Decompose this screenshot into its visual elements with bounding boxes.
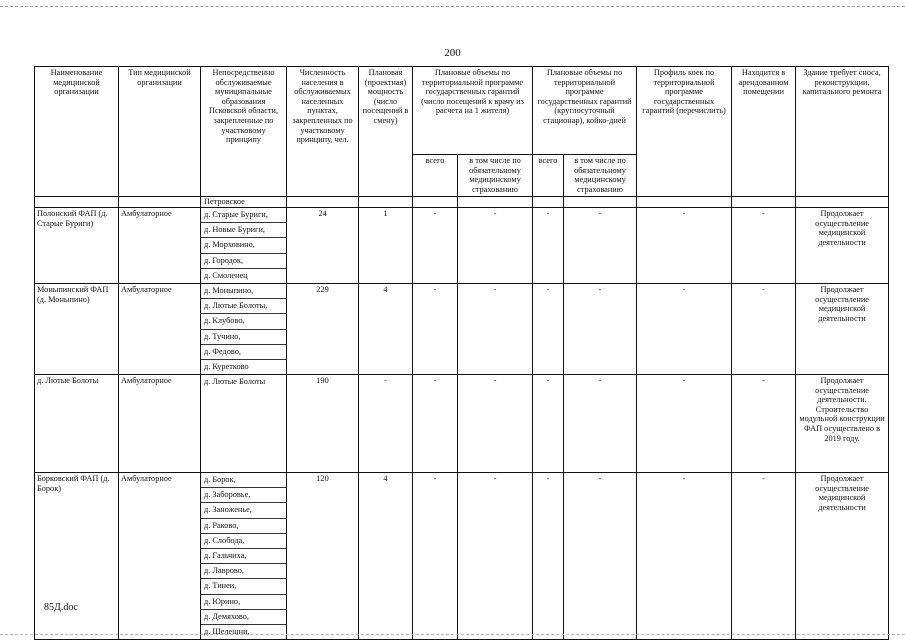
place-item: д. Юрино,: [201, 595, 286, 610]
place-item: д. Клубово,: [201, 314, 286, 329]
rented-value: -: [732, 375, 796, 473]
place-item: д. Городок,: [201, 254, 286, 269]
table-row: [35, 375, 889, 473]
header-out-oms: в том числе по обязательному медицинскому страхованию: [458, 155, 533, 197]
table-row: [35, 283, 889, 374]
population-value: 190: [287, 375, 359, 473]
place-item: д. Федово,: [201, 345, 286, 360]
carry-over-row: [35, 197, 889, 208]
place-item: д. Морховино,: [201, 238, 286, 253]
header-name: Наименование медицинской организации: [35, 67, 119, 197]
capacity-value: 1: [359, 208, 413, 284]
served-places: [201, 473, 287, 640]
place-item: д. Заноженье,: [201, 503, 286, 518]
place-item: д. Тинеи,: [201, 579, 286, 594]
place-item: д. Слобода,: [201, 534, 286, 549]
header-outpatient: Плановые объемы по территориальной программе государственных гарантий (число посещений к врачу из расчета на 1 жителя): [413, 67, 533, 155]
header-municipal: Непосредственно обслуживаемые муниципальные образования Псковской области, закрепленные по участковому принципу: [201, 67, 287, 197]
place-item: д. Заборовье,: [201, 488, 286, 503]
place-item: д. Гальчиха,: [201, 549, 286, 564]
org-name: д. Лютые Болоты: [35, 375, 119, 473]
table-row: [35, 208, 889, 284]
place-item: д. Шелешни,: [204, 626, 250, 636]
out-oms-value: -: [458, 473, 533, 640]
in-total-value: -: [533, 375, 564, 473]
place-item: д. Демяхово,: [201, 610, 286, 625]
building-status: Продолжает осуществление медицинской деятельности: [796, 473, 889, 640]
medical-organizations-table: [34, 66, 889, 640]
place-item: д. Смоленец: [204, 270, 248, 280]
place-item: д. Раково,: [201, 519, 286, 534]
served-places: [201, 375, 287, 473]
rented-value: -: [732, 208, 796, 284]
place-item: д. Борок,: [201, 473, 286, 488]
org-type: Амбулаторное: [119, 375, 201, 473]
capacity-value: -: [359, 375, 413, 473]
scan-bottom-edge: [0, 634, 905, 635]
header-population: Численность населения в обслуживаемых населенных пунктах, закрепленных по участковому принципу, чел.: [287, 67, 359, 197]
beds-value: -: [637, 473, 732, 640]
in-total-value: -: [533, 473, 564, 640]
out-total-value: -: [413, 473, 458, 640]
carry-over-place: Петровское: [201, 197, 287, 208]
header-building: Здание требует сноса, реконструкции, капитального ремонта: [796, 67, 889, 197]
population-value: 24: [287, 208, 359, 284]
footer-filename: 85Д.doc: [44, 602, 78, 613]
building-status: Продолжает осуществление деятельности. Строительство модульной конструкции ФАП осуществлено в 2019 году.: [796, 375, 889, 473]
place-item: д. Лютые Болоты: [204, 377, 266, 387]
header-out-total: всего: [413, 155, 458, 197]
header-inpatient: Плановые объемы по территориальной программе государственных гарантий (круглосуточный стационар), койко-дней: [533, 67, 637, 155]
out-total-value: -: [413, 283, 458, 374]
org-type: Амбулаторное: [119, 283, 201, 374]
capacity-value: 4: [359, 473, 413, 640]
out-oms-value: -: [458, 208, 533, 284]
rented-value: -: [732, 473, 796, 640]
in-oms-value: -: [564, 208, 637, 284]
org-name: Моныпинский ФАП (д. Моныпино): [35, 283, 119, 374]
place-item: д. Новые Буриги,: [201, 223, 286, 238]
rented-value: -: [732, 283, 796, 374]
page-number: 200: [444, 47, 461, 59]
in-oms-value: -: [564, 473, 637, 640]
out-oms-value: -: [458, 375, 533, 473]
out-total-value: -: [413, 208, 458, 284]
place-item: д. Лютые Болоты,: [201, 299, 286, 314]
header-rented: Находится в арендованном помещении: [732, 67, 796, 197]
out-total-value: -: [413, 375, 458, 473]
in-total-value: -: [533, 208, 564, 284]
served-places: [201, 208, 287, 284]
header-capacity: Плановая (проектная) мощность (число посещений в смену): [359, 67, 413, 197]
in-total-value: -: [533, 283, 564, 374]
place-item: д. Куретково: [204, 361, 249, 371]
capacity-value: 4: [359, 283, 413, 374]
out-oms-value: -: [458, 283, 533, 374]
beds-value: -: [637, 375, 732, 473]
place-item: д. Моныпино,: [201, 284, 286, 299]
beds-value: -: [637, 283, 732, 374]
org-name: Полонский ФАП (д. Старые Буриги): [35, 208, 119, 284]
header-in-oms: в том числе по обязательному медицинскому страхованию: [564, 155, 637, 197]
in-oms-value: -: [564, 283, 637, 374]
in-oms-value: -: [564, 375, 637, 473]
org-type: Амбулаторное: [119, 208, 201, 284]
building-status: Продолжает осуществление медицинской деятельности: [796, 208, 889, 284]
population-value: 229: [287, 283, 359, 374]
place-item: д. Старые Буриги,: [201, 208, 286, 223]
place-item: д. Лаврово,: [201, 564, 286, 579]
place-item: д. Тучино,: [201, 330, 286, 345]
scan-top-edge: [0, 6, 905, 7]
served-places: [201, 283, 287, 374]
org-type: Амбулаторное: [119, 473, 201, 640]
table-row: [35, 473, 889, 640]
org-name: Борковский ФАП (д. Борок): [35, 473, 119, 640]
building-status: Продолжает осуществление медицинской деятельности: [796, 283, 889, 374]
population-value: 120: [287, 473, 359, 640]
beds-value: -: [637, 208, 732, 284]
header-in-total: всего: [533, 155, 564, 197]
header-type: Тип медицинской организации: [119, 67, 201, 197]
header-beds-profile: Профиль коек по территориальной программе государственных гарантий (перечислить): [637, 67, 732, 197]
